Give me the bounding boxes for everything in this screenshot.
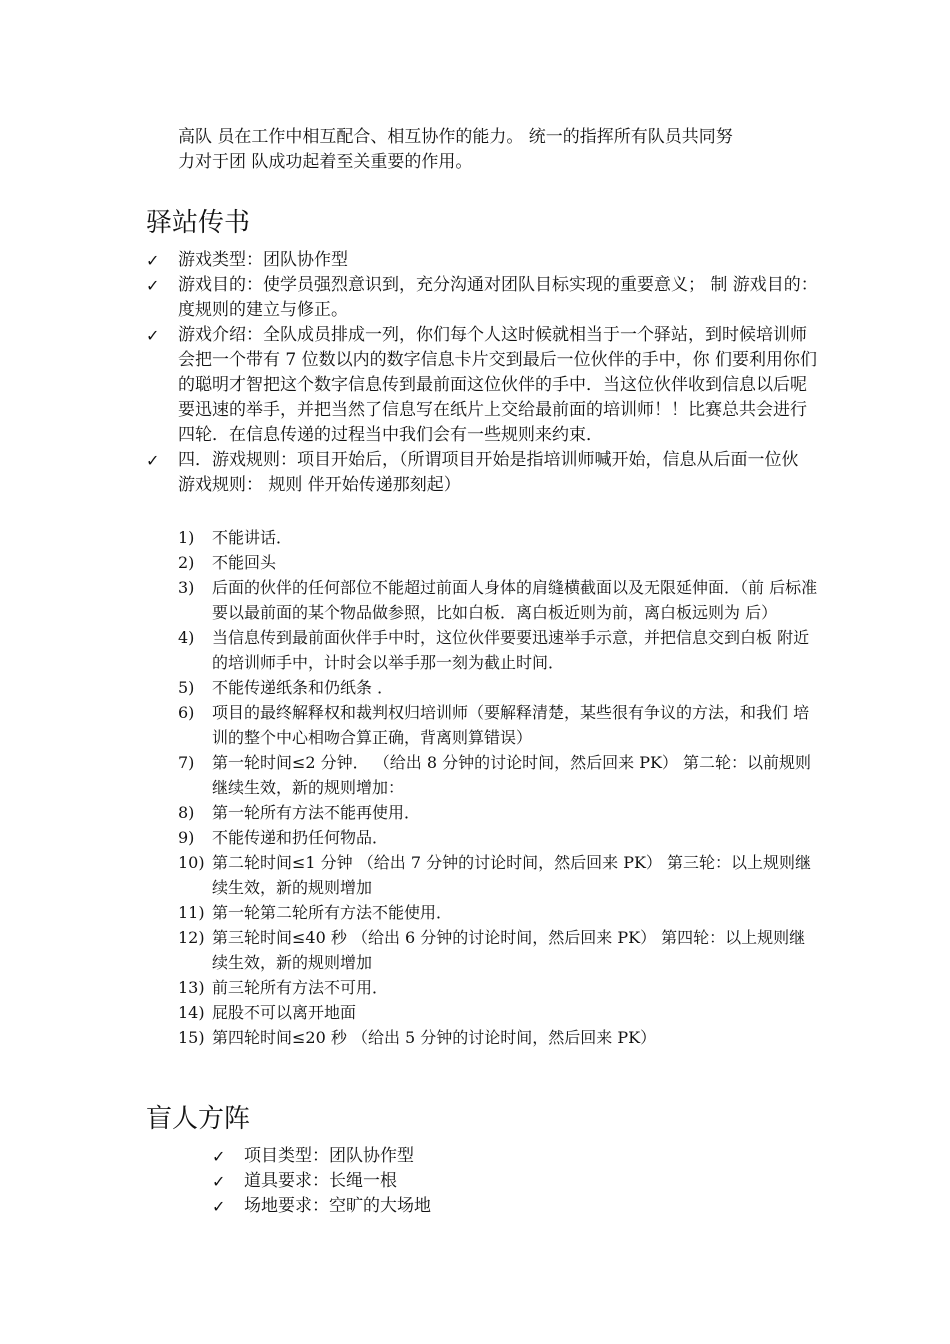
rule-item [178, 575, 818, 625]
rule-item [178, 675, 818, 700]
rule-item [178, 1025, 818, 1050]
list-item [212, 1194, 612, 1219]
list-item-text: 游戏目的：使学员强烈意识到，充分沟通对团队目标实现的重要意义； 制 游戏目的： 度规则的建立与修正。 [178, 275, 818, 320]
rule-item [178, 975, 818, 1000]
rule-text: 屁股不可以离开地面 [212, 1003, 357, 1022]
rule-number: 4) [178, 628, 195, 647]
rule-number: 8) [178, 803, 195, 822]
list-item [212, 1144, 612, 1169]
rule-number: 14) [178, 1003, 205, 1022]
rule-number: 11) [178, 903, 205, 922]
rule-number: 10) [178, 853, 205, 872]
relay-checklist [146, 248, 818, 498]
list-item [146, 448, 818, 498]
rule-text: 第二轮时间≤1 分钟 （给出 7 分钟的讨论时间，然后回来 PK） 第三轮：以上规则继续生效，新的规则增加 [212, 853, 812, 897]
rule-number: 1) [178, 528, 195, 547]
list-item-text: 四．游戏规则：项目开始后，（所谓项目开始是指培训师喊开始，信息从后面一位伙 游戏规则： 规则 伴开始传递那刻起） [178, 450, 799, 495]
section-title-blind: 盲人方阵 [146, 1104, 251, 1134]
rule-item [178, 750, 818, 800]
list-item-text: 项目类型：团队协作型 [244, 1146, 414, 1166]
rule-text: 不能传递纸条和仍纸条 ． [212, 678, 394, 697]
rule-number: 2) [178, 553, 195, 572]
list-item-text: 游戏类型：团队协作型 [178, 250, 348, 270]
check-icon: ✓ [212, 1147, 226, 1166]
list-item [212, 1169, 612, 1194]
rule-text: 前三轮所有方法不可用． [212, 978, 389, 997]
rule-number: 12) [178, 928, 205, 947]
rule-text: 当信息传到最前面伙伴手中时，这位伙伴要要迅速举手示意，并把信息交到白板 附近的培训师手中，计时会以举手那一刻为截止时间． [212, 628, 810, 672]
rule-number: 3) [178, 578, 195, 597]
rule-number: 5) [178, 678, 195, 697]
intro-paragraph [178, 125, 818, 175]
rule-item [178, 700, 818, 750]
blind-checklist [212, 1144, 612, 1219]
rule-number: 6) [178, 703, 195, 722]
intro-line: 力对于团 队成功起着至关重要的作用。 [178, 152, 473, 172]
rule-number: 7) [178, 753, 195, 772]
rule-number: 15) [178, 1028, 205, 1047]
rule-text: 不能传递和扔任何物品． [212, 828, 389, 847]
rule-text: 第三轮时间≤40 秒 （给出 6 分钟的讨论时间，然后回来 PK） 第四轮：以上规则继续生效，新的规则增加 [212, 928, 806, 972]
rule-text: 第一轮所有方法不能再使用． [212, 803, 421, 822]
rule-text: 第四轮时间≤20 秒 （给出 5 分钟的讨论时间，然后回来 PK） [212, 1028, 657, 1047]
rule-item [178, 800, 818, 825]
rule-item [178, 850, 818, 900]
list-item-text: 场地要求：空旷的大场地 [244, 1196, 431, 1216]
rule-item [178, 550, 818, 575]
list-item-text: 道具要求：长绳一根 [244, 1171, 397, 1191]
rule-text: 第一轮时间≤2 分钟． （给出 8 分钟的讨论时间，然后回来 PK） 第二轮：以前规则继续生效，新的规则增加： [212, 753, 812, 797]
rule-text: 不能讲话． [212, 528, 293, 547]
rule-item [178, 925, 818, 975]
rule-item [178, 900, 818, 925]
intro-line: 高队 员在工作中相互配合、相互协作的能力。 统一的指挥所有队员共同努 [178, 127, 733, 147]
rule-item [178, 825, 818, 850]
rule-text: 项目的最终解释权和裁判权归培训师（要解释清楚，某些很有争议的方法，和我们 培训的整个中心相吻合算正确，背离则算错误） [212, 703, 810, 747]
list-item [146, 273, 818, 323]
rule-text: 第一轮第二轮所有方法不能使用． [212, 903, 453, 922]
list-item [146, 323, 818, 448]
check-icon: ✓ [146, 251, 160, 270]
check-icon: ✓ [212, 1197, 226, 1216]
rule-item [178, 525, 818, 550]
list-item [146, 248, 818, 273]
rule-item [178, 625, 818, 675]
rule-text: 不能回头 [212, 553, 277, 572]
list-item-text: 游戏介绍：全队成员排成一列，你们每个人这时候就相当于一个驿站，到时候培训师会把一个带有 7 位数以内的数字信息卡片交到最后一位伙伴的手中，你 们要利用你们的聪明才智把这个数字信息传到最前面这位伙伴的手中．当这位伙伴收到信息以后呢要迅速的举手，并把当然了信息写在纸片上交给最前面的培训师！！比赛总共会进行四轮．在信息传递的过程当中我们会有一些规则来约束． [178, 325, 818, 445]
check-icon: ✓ [146, 276, 160, 295]
rules-list [178, 525, 818, 1050]
rule-text: 后面的伙伴的任何部位不能超过前面人身体的肩缝横截面以及无限延伸面．（前 后标准要以最前面的某个物品做参照，比如白板．离白板近则为前，离白板远则为 后） [212, 578, 818, 622]
check-icon: ✓ [212, 1172, 226, 1191]
check-icon: ✓ [146, 326, 160, 345]
rule-number: 13) [178, 978, 205, 997]
section-title-relay: 驿站传书 [146, 208, 251, 238]
rule-item [178, 1000, 818, 1025]
check-icon: ✓ [146, 451, 160, 470]
rule-number: 9) [178, 828, 195, 847]
